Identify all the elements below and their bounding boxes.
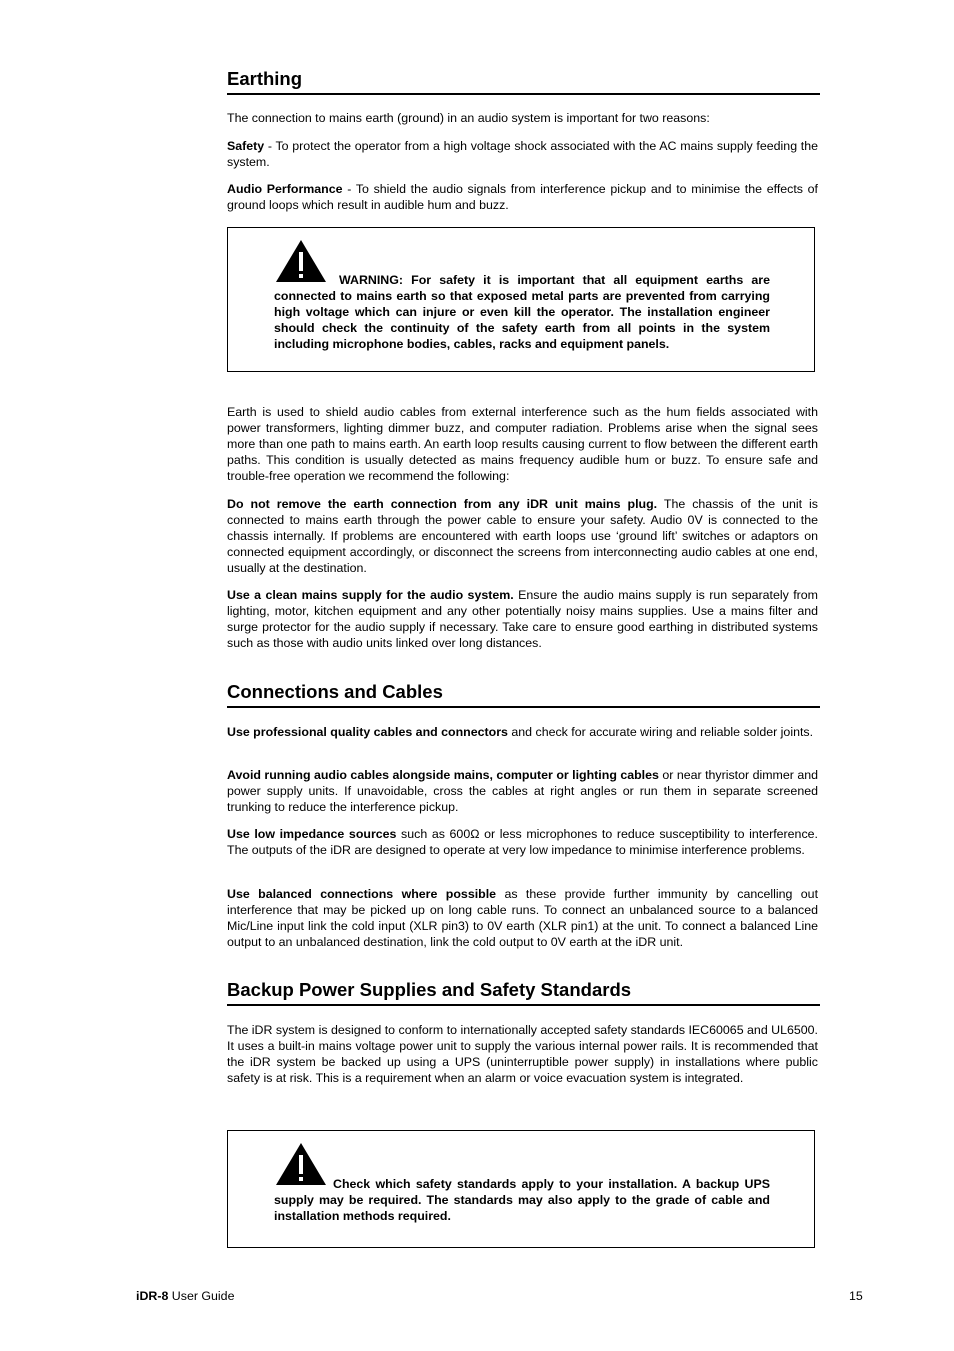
- warning-text-earthing: WARNING: For safety it is important that all equipment earths are connected to mains earth so that exposed metal parts are prevented from carrying high voltage which can injure or even kill the operator. The installation engineer should check the continuity of the safety earth from all points in the system including microphone bodies, cables, racks and equipment panels.: [274, 273, 770, 351]
- earthing-intro: The connection to mains earth (ground) in an audio system is important for two reasons:: [227, 111, 710, 125]
- footer-product: iDR-8: [136, 1289, 169, 1303]
- clean-mains-label: Use a clean mains supply for the audio system.: [227, 588, 514, 602]
- backup-paragraph: The iDR system is designed to conform to internationally accepted safety standards IEC60065 and UL6500. It uses a built-in mains voltage power unit to supply the various internal power rails. It is recommended that the iDR system be backed up using a UPS (uninterruptible power supply) in installations where public safety is at risk. This is a requirement when an alarm or voice evacuation system is integrated.: [227, 1023, 818, 1085]
- warning-box-earthing: [227, 227, 815, 372]
- audio-performance-paragraph: Audio Performance - To shield the audio signals from interference pickup and to minimise the effects of ground loops which result in audible hum and buzz.: [227, 182, 818, 212]
- cables-paragraph-1: Use professional quality cables and connectors and check for accurate wiring and reliable solder joints.: [227, 725, 814, 739]
- cables-paragraph-4: Use balanced connections where possible as these provide further immunity by cancelling out interference that may be picked up on long cable runs. To connect an unbalanced source to a balanced Mic/Line input link the cold input (XLR pin3) to 0V earth (XLR pin1) at the unit. To connect a balanced Line output to an unbalanced destination, link the cold output to 0V earth at the iDR unit.: [227, 887, 819, 949]
- section-title-earthing: Earthing: [227, 68, 820, 95]
- page-number: 15: [849, 1289, 863, 1303]
- cables-paragraph-2: Avoid running audio cables alongside mains, computer or lighting cables or near thyristor dimmer and power supply units. If unavoidable, cross the cables at right angles or run them in separate screened trunking to reduce the interference pickup.: [227, 768, 818, 814]
- footer-title: iDR-8 User Guide: [136, 1289, 235, 1303]
- cables-paragraph-3: Use low impedance sources such as 600Ω or less microphones to reduce susceptibility to interference. The outputs of the iDR are designed to operate at very low impedance to minimise interference problems.: [227, 827, 818, 857]
- clean-mains-paragraph: Use a clean mains supply for the audio system. Ensure the audio mains supply is run separately from lighting, motor, kitchen equipment and any other potentially noisy mains supplies. Use a mains filter and surge protector for the audio supply if necessary. Take care to ensure good earthing in distributed systems such as those with audio units linked over long distances.: [227, 588, 818, 650]
- do-not-remove-label: Do not remove the earth connection from any iDR unit mains plug.: [227, 497, 658, 511]
- safety-label: Safety: [227, 139, 265, 153]
- section-title-backup: Backup Power Supplies and Safety Standards: [227, 979, 820, 1006]
- warning-text-backup: Check which safety standards apply to your installation. A backup UPS supply may be required. The standards may also apply to the grade of cable and installation methods required.: [274, 1177, 770, 1223]
- warning-box-backup: [227, 1130, 815, 1248]
- safety-paragraph: Safety - To protect the operator from a high voltage shock associated with the AC mains supply feeding the system.: [227, 139, 818, 169]
- section-title-connections: Connections and Cables: [227, 681, 820, 708]
- warning-label: WARNING: [339, 273, 399, 287]
- earth-shield-paragraph: Earth is used to shield audio cables from external interference such as the hum fields associated with power transformers, lighting dimmer buzz, and computer radiation. Problems arise when the signal sees more than one path to mains earth. An earth loop results causing current to flow between the different earth paths. This condition is usually detected as mains frequency audible hum or buzz. To ensure safe and trouble-free operation we recommend the following:: [227, 405, 818, 483]
- audio-performance-label: Audio Performance: [227, 182, 343, 196]
- do-not-remove-paragraph: Do not remove the earth connection from any iDR unit mains plug. The chassis of the unit is connected to mains earth through the power cable to ensure your safety. Audio 0V is connected to the chassis internally. If problems are encountered with earth loops use ‘ground lift’ switches or adaptors on connected equipment accordingly, or disconnect the screens from interconnecting audio cables at one end, usually at the destination.: [227, 497, 819, 575]
